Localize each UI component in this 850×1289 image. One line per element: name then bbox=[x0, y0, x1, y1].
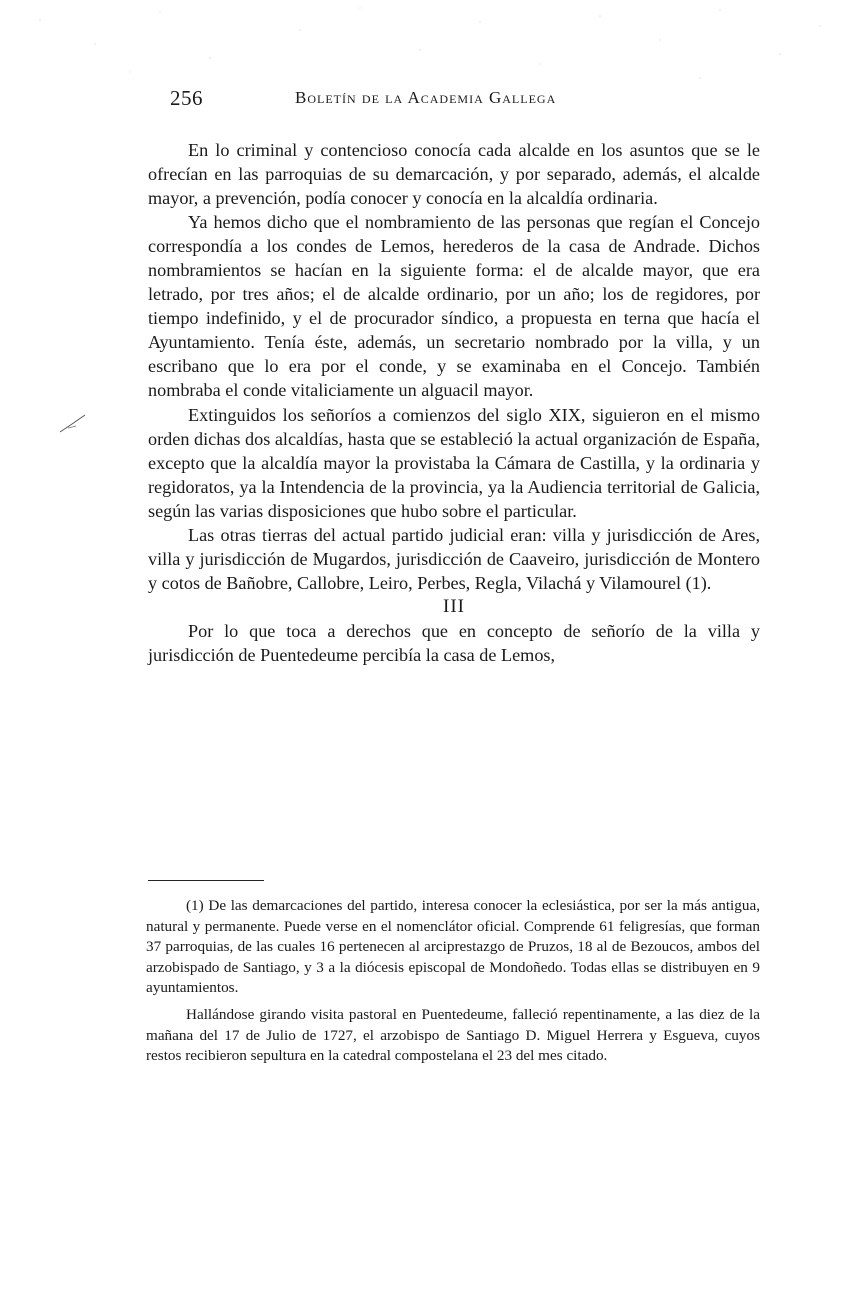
paragraph-seigniorial-rights: Por lo que toca a derechos que en concepto de señorío de la villa y jurisdicción de Puentedeume percibía la casa de Lemos, bbox=[148, 620, 760, 665]
paragraph-extinction-of-seigniories: Extinguidos los señoríos a comienzos del siglo XIX, siguieron en el mismo orden dichas dos alcaldías, hasta que se estableció la actual organización de España, excepto que la alcaldía mayor la provistaba la Cámara de Castilla, y la ordinaria y regidoratos, ya la Intendencia de la provincia, ya la Audiencia territorial de Galicia, según las varias disposiciones que hubo sobre el particular. bbox=[148, 404, 760, 521]
footnote-1-continuation: Hallándose girando visita pastoral en Puentedeume, falleció repentinamente, a las diez de la mañana del 17 de Julio de 1727, el arzobispo de Santiago D. Miguel Herrera y Esgueva, cuyos restos recibieron sepultura en la catedral compostelana el 23 del mes citado. bbox=[146, 1005, 760, 1065]
running-header bbox=[170, 86, 630, 114]
footnote-separator bbox=[148, 880, 264, 881]
running-title: Boletín de la Academia Gallega bbox=[295, 88, 557, 107]
footnote-1: (1) De las demarcaciones del partido, interesa conocer la eclesiástica, por ser la más antigua, natural y permanente. Puede verse en el nomenclátor oficial. Comprende 61 feligresías, que forman 37 parroquias, de las cuales 16 pertenecen al arciprestazgo de Pruzos, 18 al de Bezoucos, ambos del arzobispado de Santiago, y 3 a la diócesis episcopal de Mondoñedo. Todas ellas se distribuyen en 9 ayuntamientos. bbox=[146, 897, 760, 997]
main-text bbox=[148, 138, 760, 667]
page-number: 256 bbox=[170, 86, 203, 110]
section-heading: III bbox=[443, 595, 465, 617]
paragraph-other-lands: Las otras tierras del actual partido judicial eran: villa y jurisdicción de Ares, villa y jurisdicción de Mugardos, jurisdicción de Caaveiro, jurisdicción de Montero y cotos de Bañobre, Callobre, Leiro, Perbes, Regla, Vilachá y Vilamourel (1). bbox=[148, 524, 760, 593]
paragraph-criminal-jurisdiction: En lo criminal y contencioso conocía cada alcalde en los asuntos que se le ofrecían en las parroquias de su demarcación, y por separado, además, el alcalde mayor, a prevención, podía conocer y conocía en la alcaldía ordinaria. bbox=[148, 140, 760, 209]
footnotes bbox=[146, 896, 760, 1073]
paragraph-appointments: Ya hemos dicho que el nombramiento de las personas que regían el Concejo correspondía a los condes de Lemos, herederos de la casa de Andrade. Dichos nombramientos se hacían en la siguiente forma: el de alcalde mayor, que era letrado, por tres años; el de alcalde ordinario, por un año; los de regidores, por tiempo indefinido, y el de procurador síndico, a propuesta en terna que hacía el Ayuntamiento. Tenía éste, además, un secretario nombrado por la villa, y un escribano que lo era por el conde, y se examinaba en el Concejo. También nombraba el conde vitaliciamente un alguacil mayor. bbox=[148, 212, 760, 401]
margin-pencil-mark bbox=[58, 412, 88, 436]
